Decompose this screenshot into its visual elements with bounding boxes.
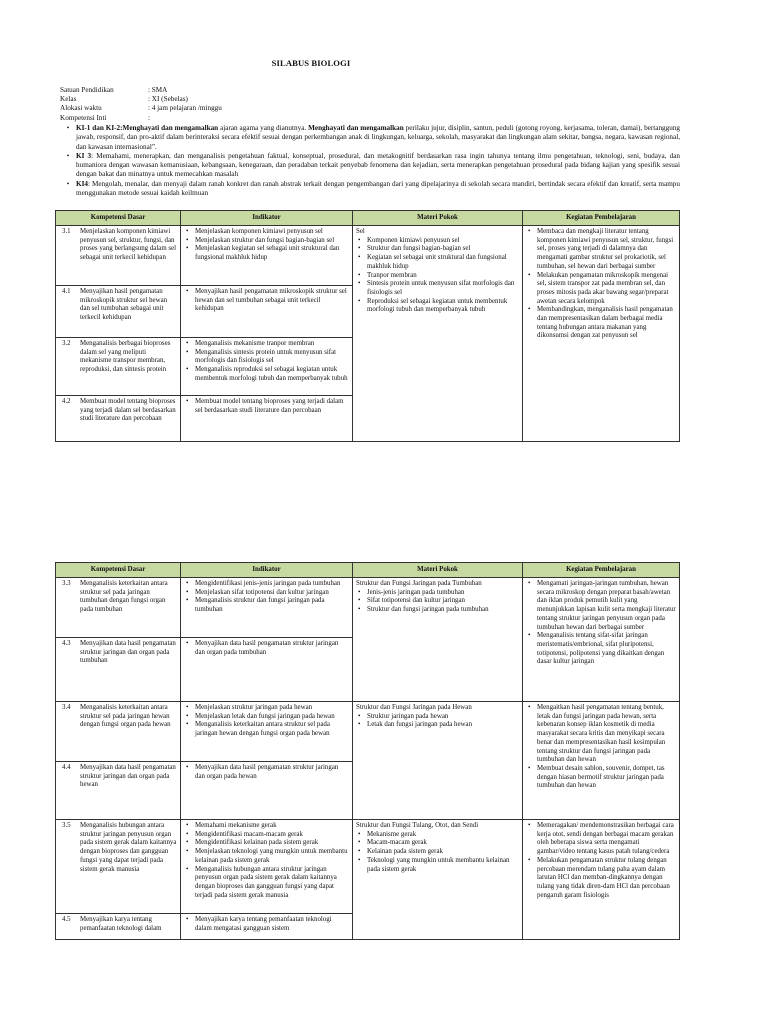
kd-number: 4.5 — [62, 916, 71, 923]
kompetensi-inti-list — [60, 124, 680, 198]
kd-text: Menganalisis keterkaitan antara struktur sel pada jaringan hewan dengan fungsi organ pada hewan — [80, 704, 171, 729]
indikator-cell — [181, 578, 353, 638]
bullet-list — [184, 704, 349, 739]
kegiatan-cell — [523, 702, 680, 820]
ki-emphasis: Menghayati dan mengamalkan — [308, 124, 404, 132]
materi-heading: Struktur dan Fungsi Tulang, Otot, dan Sendi — [356, 822, 479, 829]
indikator-cell — [181, 914, 353, 940]
kd-entry — [59, 704, 177, 730]
materi-heading: Struktur dan Fungsi Jaringan pada Hewan — [356, 704, 472, 711]
document-title: SILABUS BIOLOGI — [271, 58, 351, 68]
kd-number: 3.5 — [62, 822, 71, 829]
list-item: • Menyajikan karya tentang pemanfaatan teknologi dalam mengatasi gangguan sistem — [184, 916, 349, 933]
materi-pokok-cell — [353, 226, 523, 442]
list-item: • Menjelaskan kegiatan sel sebagai unit struktural dan fungsional makhluk hidup — [184, 245, 349, 262]
indikator-cell — [181, 762, 353, 820]
meta-row — [60, 95, 222, 104]
materi-pokok-cell — [353, 820, 523, 940]
kd-number: 3.1 — [62, 228, 71, 235]
list-item: • Sifat totipotensi dan kultur jaringan — [356, 597, 519, 606]
kd-text: Menyajikan data hasil pengamatan struktur jaringan dan organ pada tumbuhan — [80, 640, 176, 665]
kd-text: Menyajikan karya tentang pemanfaatan teknologi dalam — [80, 916, 162, 932]
kompetensi-dasar-cell — [56, 762, 181, 820]
kd-text: Membuat model tentang bioproses yang terjadi dalam sel berdasarkan studi literature dan percobaan — [80, 398, 176, 423]
list-item: • Macam-macam gerak — [356, 839, 519, 848]
list-item: • Membuat desain sablon, souvenir, dompet, tas dengan hiasan bermotif struktur jaringan pada tumbuhan dan hewan — [526, 765, 676, 791]
list-item: • Mengidentifikasi macam-macam gerak — [184, 831, 349, 840]
list-item: • Melakukan pengamatan struktur tulang dengan percobaan merendam tulang paha ayam dalam larutan HCl dan memban-dingkannya dengan tulang yang tidak diren-dam HCl dan percobaan pengaruh garam fisiologis — [526, 857, 676, 901]
list-item: • Sintesis protein untuk menyusun sifat morfologis dan fisiologis sel — [356, 280, 519, 297]
bullet-list — [184, 764, 349, 781]
bullet-list — [356, 713, 519, 730]
kd-entry — [59, 822, 177, 874]
list-item: • Mengidentifikasi kelainan pada sistem gerak — [184, 839, 349, 848]
list-item: • Mengamati jaringan-jaringan tumbuhan, hewan secara mikroskop dengan preparat basah/awetan dan iklan produk pemutih kulit yang menunjukkan lapisan kulit serta mengkaji literatur tentang struktur jaringan penyusun organ pada tumbuhan hewan dari berbagai sumber — [526, 580, 676, 632]
kd-entry — [59, 398, 177, 424]
bullet-list — [184, 580, 349, 615]
indikator-cell — [181, 702, 353, 762]
list-item: • Menganalisis sintesis protein untuk menyusun sifat morfologis dan fisiologis sel — [184, 349, 349, 366]
list-item: • Reproduksi sel sebagai kegiatan untuk membentuk morfologi tubuh dan memperbanyak tubuh — [356, 298, 519, 315]
ki-lead: KI-1 dan KI-2: — [76, 124, 123, 132]
indikator-cell — [181, 338, 353, 396]
kompetensi-dasar-cell — [56, 286, 181, 338]
list-item: • Menjelaskan struktur dan fungsi bagian-bagian sel — [184, 237, 349, 246]
table-header-row — [56, 563, 680, 578]
meta-key: Satuan Pendidikan — [60, 86, 114, 94]
column-header: Kompetensi Dasar — [56, 563, 181, 578]
bullet-icon: • — [66, 151, 70, 160]
column-header: Indikator — [181, 211, 353, 226]
list-item: • Melakukan pengamatan mikroskopik mengenai sel, sistem transpor zat pada membran sel, dan proses mitosis pada akar bawang segar/preparat awetan secara kelompok — [526, 272, 676, 307]
kd-entry — [59, 640, 177, 666]
table-row — [56, 226, 680, 286]
list-item: • Struktur dan fungsi jaringan pada tumbuhan — [356, 606, 519, 615]
bullet-list — [184, 640, 349, 657]
bullet-list — [184, 228, 349, 263]
kd-number: 4.2 — [62, 398, 71, 405]
list-item: • Mengaitkan hasil pengamatan tentang bentuk, letak dan fungsi jaringan pada hewan, serta kebenaran konsep iklan kosmetik di media masyarakat secara kritis dan menyikapi secara benar dan mempresentasikan hasil kesimpulan tentang struktur dan fungsi jaringan pada tumbuhan dan hewan — [526, 704, 676, 765]
kegiatan-cell — [523, 578, 680, 702]
column-header: Kegiatan Pembelajaran — [523, 211, 680, 226]
list-item: • Kelainan pada sistem gerak — [356, 848, 519, 857]
bullet-list — [356, 237, 519, 315]
list-item: • Kegiatan sel sebagai unit struktural dan fungsional makhluk hidup — [356, 254, 519, 271]
list-item: • Memahami mekanisme gerak — [184, 822, 349, 831]
list-item: • Struktur jaringan pada hewan — [356, 713, 519, 722]
meta-block — [60, 86, 222, 123]
bullet-list — [526, 704, 676, 791]
ki-lead: KI 3 — [76, 151, 92, 160]
meta-key: Kompetensi Inti — [60, 113, 107, 122]
meta-row — [60, 104, 222, 113]
kompetensi-dasar-cell — [56, 702, 181, 762]
kompetensi-dasar-cell — [56, 396, 181, 442]
kd-text: Menyajikan hasil pengamatan mikroskopik struktur sel hewan dan sel tumbuhan sebagai unit terkecil kehidupan — [80, 288, 168, 322]
list-item: • Mekanisme gerak — [356, 831, 519, 840]
indikator-cell — [181, 638, 353, 702]
list-item: • Memeragakan/ mendemonstrasikan berbagai cara kerja otot, sendi dengan berbagai macam gerakan oleh beberapa siswa serta mengamati gambar/video tentang kasus patah tulang/cedera — [526, 822, 676, 857]
table-row — [56, 820, 680, 914]
meta-key: Alokasi waktu — [60, 104, 102, 113]
bullet-list — [526, 228, 676, 341]
bullet-list — [526, 580, 676, 667]
list-item: • Membaca dan mengkaji literatur tentang komponen kimiawi penyusun sel, struktur, fungsi sel, proses yang terjadi di dalamnya dan mengamati gambar struktur sel prokariotik, sel tumbuhan, sel hewan dari berbagai sumber — [526, 228, 676, 272]
kd-text: Menganalisis berbagai bioproses dalam sel yang meliputi mekanisme transpor membran, reproduksi, dan sintesis protein — [80, 340, 171, 374]
kompetensi-dasar-cell — [56, 820, 181, 914]
kompetensi-dasar-cell — [56, 578, 181, 638]
meta-value: : 4 jam pelajaran /minggu — [148, 104, 222, 113]
kd-number: 3.2 — [62, 340, 71, 347]
kd-entry — [59, 340, 177, 375]
kd-entry — [59, 764, 177, 790]
list-item: • Menganalisis struktur dan fungsi jaringan pada tumbuhan — [184, 597, 349, 614]
syllabus-table-1 — [55, 210, 680, 442]
ki-lead: KI4 — [76, 179, 88, 188]
meta-row — [60, 86, 222, 95]
list-item: • Menjelaskan struktur jaringan pada hewan — [184, 704, 349, 713]
list-item: • Menganalisis hubungan antara struktur jaringan penyusun organ pada sistem gerak dalam kaitannya dengan bioproses dan gangguan fungsi yang dapat terjadi pada sistem gerak manusia — [184, 866, 349, 901]
bullet-list — [356, 589, 519, 615]
syllabus-table-2 — [55, 562, 680, 940]
kd-text: Menyajikan data hasil pengamatan struktur jaringan dan organ pada hewan — [80, 764, 176, 789]
list-item: • Letak dan fungsi jaringan pada hewan — [356, 721, 519, 730]
ki-item — [60, 124, 680, 152]
meta-value: : SMA — [148, 86, 168, 94]
bullet-list — [526, 822, 676, 900]
meta-value: : — [148, 113, 150, 122]
list-item: • Mengidentifikasi jenis-jenis jaringan pada tumbuhan — [184, 580, 349, 589]
bullet-list — [184, 916, 349, 933]
ki-body: perilaku jujur, disiplin, santun, peduli (gotong royong, kerjasama, toleran, damai), bertanggung jawab, responsif, dan pro-aktif dalam berinteraksi secara efektif sesuai dengan perkembangan anak di lingkungan, keluarga, sekolah, masyarakat dan lingkungan alam sekitar, bangsa, negara, kawasan regional, dan kawasan internasional”. — [76, 124, 681, 151]
list-item: • Jenis-jenis jaringan pada tumbuhan — [356, 589, 519, 598]
kd-text: Menjelaskan komponen kimiawi penyusun sel, struktur, fungsi, dan proses yang berlangsung dalam sel sebagai unit terkecil kehidupan — [80, 228, 177, 262]
kd-entry — [59, 228, 177, 263]
indikator-cell — [181, 226, 353, 286]
ki-body: : Memahami, menerapkan, dan menganalisis pengetahuan faktual, konseptual, prosedural, dan metakognitif berdasarkan rasa ingin tahunya tentang ilmu pengetahuan, teknologi, seni, budaya, dan humaniora dengan wawasan kemanusiaan, kebangsaan, kenegaraan, dan peradaban terkait penyebab fenomena dan kejadian, serta menerapkan pengetahuan prosedural pada bidang kajian yang spesifik sesuai dengan bakat dan minatnya untuk memecahkan masalah — [76, 151, 680, 179]
column-header: Kompetensi Dasar — [56, 211, 181, 226]
list-item: • Menjelaskan teknologi yang mungkin untuk membantu kelainan pada sistem gerak — [184, 848, 349, 865]
kd-entry — [59, 916, 177, 933]
list-item: • Menyajikan data hasil pengamatan struktur jaringan dan organ pada tumbuhan — [184, 640, 349, 657]
kegiatan-cell — [523, 226, 680, 442]
list-item: • Menyajikan data hasil pengamatan struktur jaringan dan organ pada hewan — [184, 764, 349, 781]
bullet-list — [184, 398, 349, 415]
bullet-icon: • — [66, 124, 70, 132]
list-item: • Menganalisis mekanisme tranpor membran — [184, 340, 349, 349]
bullet-list — [184, 340, 349, 384]
materi-pokok-cell — [353, 702, 523, 820]
indikator-cell — [181, 820, 353, 914]
bullet-list — [184, 288, 349, 314]
ki-text — [76, 124, 680, 152]
materi-heading: Sel — [356, 228, 365, 235]
list-item: • Menjelaskan sifat totipotensi dan kultur jaringan — [184, 589, 349, 598]
table-row — [56, 578, 680, 638]
kd-entry — [59, 580, 177, 615]
meta-row — [60, 114, 222, 123]
list-item: • Menjelaskan letak dan fungsi jaringan pada hewan — [184, 713, 349, 722]
meta-key: Kelas — [60, 95, 77, 104]
list-item: • Menjelaskan komponen kimiawi penyusun sel — [184, 228, 349, 237]
ki-body: ajaran agama yang dianutnya. — [218, 124, 309, 132]
indikator-cell — [181, 396, 353, 442]
kompetensi-dasar-cell — [56, 226, 181, 286]
kd-number: 4.1 — [62, 288, 71, 295]
indikator-cell — [181, 286, 353, 338]
column-header: Materi Pokok — [353, 563, 523, 578]
ki-item — [60, 180, 680, 199]
ki-item — [60, 152, 680, 180]
column-header: Materi Pokok — [353, 211, 523, 226]
column-header: Indikator — [181, 563, 353, 578]
list-item: • Menganalisis keterkaitan antara struktur sel pada jaringan hewan dengan fungsi organ pada hewan — [184, 721, 349, 738]
kompetensi-dasar-cell — [56, 914, 181, 940]
list-item: • Tranpor membran — [356, 272, 519, 281]
kd-entry — [59, 288, 177, 323]
list-item: • Komponen kimiawi penyusun sel — [356, 237, 519, 246]
kd-text: Menganalisis hubungan antara struktur jaringan penyusun organ pada sistem gerak dalam kaitannya dengan bioproses dan gangguan fungsi yang dapat terjadi pada sistem gerak manusia — [80, 822, 177, 873]
ki-text — [76, 180, 680, 199]
materi-heading: Struktur dan Fungsi Jaringan pada Tumbuhan — [356, 580, 482, 587]
ki-emphasis: Menghayati dan mengamalkan — [122, 124, 219, 132]
ki-text — [76, 152, 680, 180]
list-item: • Menyajikan hasil pengamatan mikroskopik struktur sel hewan dan sel tumbuhan sebagai unit terkecil kehidupan — [184, 288, 349, 314]
kompetensi-dasar-cell — [56, 338, 181, 396]
table-header-row — [56, 211, 680, 226]
kd-text: Menganalisis keterkaitan antara struktur sel pada jaringan tumbuhan dengan fungsi organ pada tumbuhan — [80, 580, 168, 614]
list-item: • Struktur dan fungsi bagian-bagian sel — [356, 245, 519, 254]
meta-value: : XI (Sebelas) — [148, 95, 188, 104]
column-header: Kegiatan Pembelajaran — [523, 563, 680, 578]
bullet-list — [356, 831, 519, 875]
bullet-icon: • — [66, 179, 70, 188]
table-row — [56, 702, 680, 762]
list-item: • Membandingkan, menganalisis hasil pengamatan dan mempresentasikan dalam berbagai media tentang hubungan antara makanan yang dikonsumsi dengan zat penyusun sel — [526, 306, 676, 341]
kd-number: 4.3 — [62, 640, 71, 647]
materi-pokok-cell — [353, 578, 523, 702]
list-item: • Teknologi yang mungkin untuk membantu kelainan pada sistem gerak — [356, 857, 519, 874]
kd-number: 4.4 — [62, 764, 71, 771]
kegiatan-cell — [523, 820, 680, 940]
ki-body: : Mengolah, menalar, dan menyaji dalam ranah konkret dan ranah abstrak terkait dengan pengembangan dari yang dipelajarinya di sekolah secara mandiri, bertindak secara efektif dan kreatif, serta mampu menggunakan metode sesuai kaidah keilmuan — [76, 179, 680, 198]
kompetensi-dasar-cell — [56, 638, 181, 702]
kd-number: 3.3 — [62, 580, 71, 587]
list-item: • Membuat model tentang bioproses yang terjadi dalam sel berdasarkan studi literature dan percobaan — [184, 398, 349, 415]
list-item: • Menganalisis reproduksi sel sebagai kegiatan untuk membentuk morfologi tubuh dan memperbanyak tubuh — [184, 366, 349, 383]
list-item: • Menganalisis tentang sifat-sifat jaringan meristematis/embrional, sifat pluripotensi, totipotensi, polipotensi yang dikaitkan dengan dasar kultur jaringan — [526, 632, 676, 667]
kd-number: 3.4 — [62, 704, 71, 711]
bullet-list — [184, 822, 349, 900]
